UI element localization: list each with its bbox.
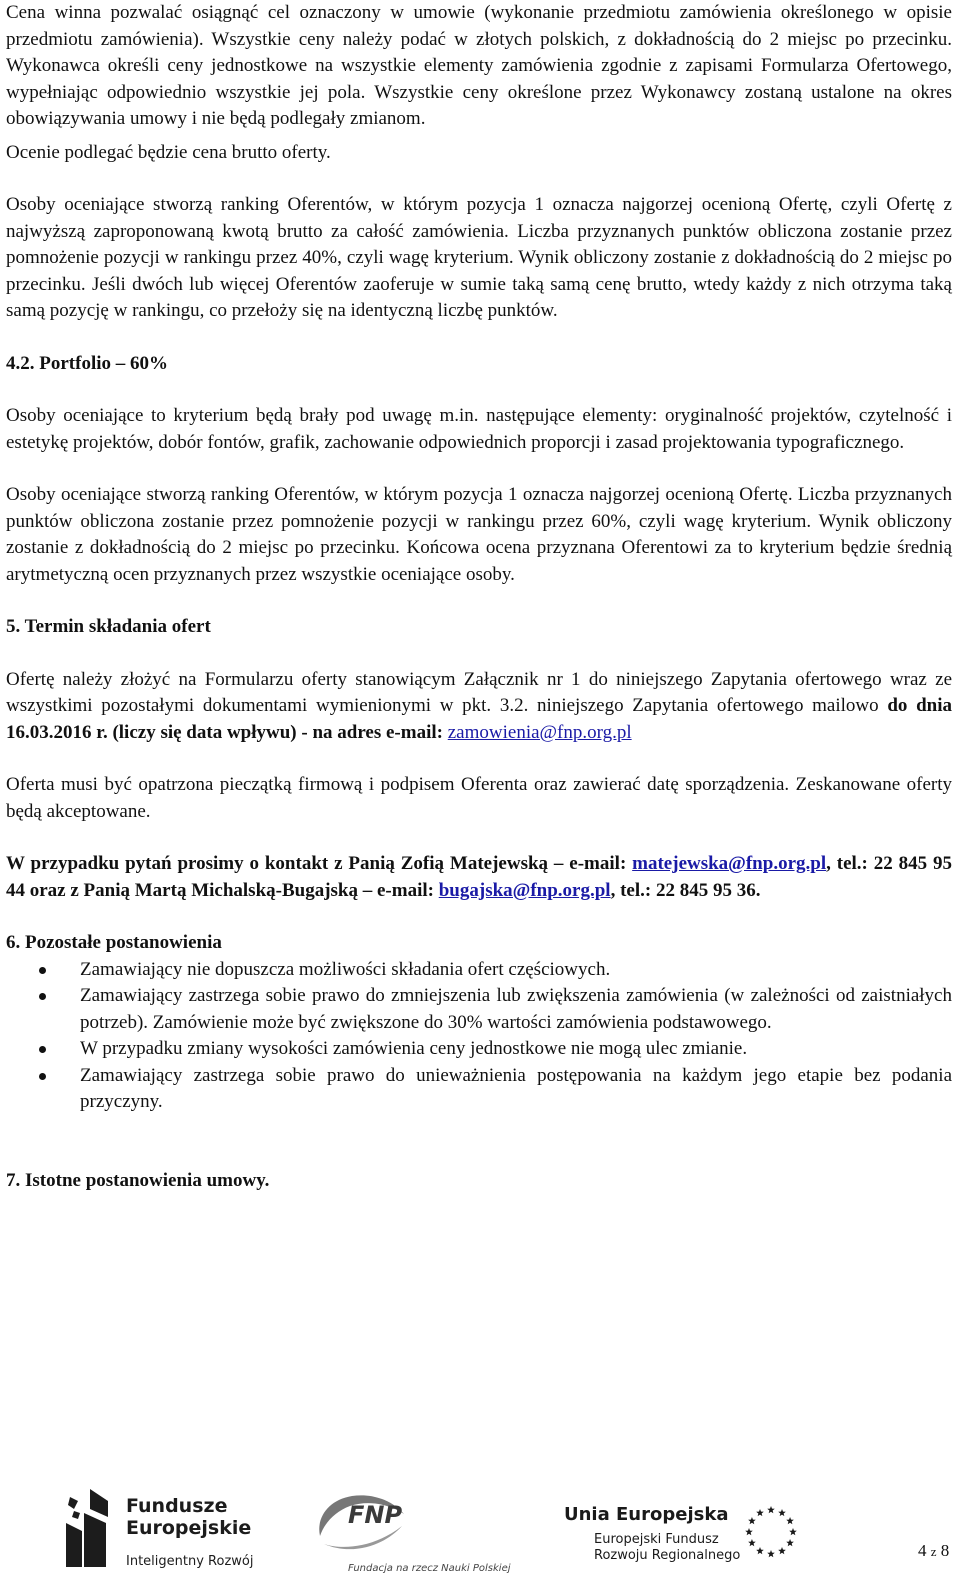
- contact-text-3: , tel.: 22 845 95 36.: [610, 879, 761, 901]
- eu-star-icon: [756, 1547, 764, 1554]
- fe-emblem-icon: [64, 1487, 114, 1569]
- eu-star-icon: [786, 1539, 794, 1546]
- ue-line-3: Rozwoju Regionalnego: [594, 1548, 741, 1563]
- portfolio-ranking-paragraph: Osoby oceniające stworzą ranking Oferentów, w którym pozycja 1 oznacza najgorzej ocenioną Ofertę. Liczba przyznanych punktów obliczona zostanie przez pomnożenie pozycji w rankingu przez 60%, czyli wagę kryterium. Wynik obliczony zostanie z dokładnością do 2 miejsc po przecinku. Końcowa ocena przyznana Oferentowi za to kryterium będzie średnią arytmetyczną ocen przyznanych przez wszystkie oceniające osoby.: [6, 484, 952, 585]
- portfolio-criteria-paragraph: Osoby oceniające to kryterium będą brały pod uwagę m.in. następujące elementy: oryginalność projektów, czytelność i estetykę projektów, dobór fontów, grafik, zachowanie odpowiednich proporcji i zasad projektowania typograficznego.: [6, 405, 952, 453]
- deadline-paragraph: [6, 667, 952, 747]
- deadline-date: do dnia 16.03.2016 r. (liczy się data wpływu): [6, 695, 952, 743]
- contact-email-2-link[interactable]: bugajska@fnp.org.pl: [438, 879, 611, 901]
- price-ranking-paragraph: Osoby oceniające stworzą ranking Oferentów, w którym pozycja 1 oznacza najgorzej ocenioną Ofertę, czyli Ofertę z najwyższą zaproponowaną kwotą brutto za całość zamówienia. Liczba przyznanych punktów obliczona zostanie przez pomnożenie pozycji w rankingu przez 40%, czyli wagę kryterium. Wynik obliczony zostanie z dokładnością do 2 miejsc po przecinku. Jeśli dwóch lub więcej Oferentów zaoferuje w sumie taką samą cenę brutto, wtedy każdy z nich otrzyma taką samą pozycję w rankingu, co przełoży się na identyczną liczbę punktów.: [6, 194, 952, 321]
- document-page: [6, 0, 952, 1194]
- ue-fund-name: [594, 1532, 740, 1564]
- deadline-heading: 5. Termin składania ofert: [6, 616, 211, 637]
- eu-star-icon: [748, 1539, 756, 1546]
- eu-star-icon: [748, 1517, 756, 1524]
- list-item: Zamawiający zastrzega sobie prawo do unieważnienia postępowania na każdym jego etapie bez podania przyczyny.: [6, 1063, 952, 1116]
- offers-email-link[interactable]: zamowienia@fnp.org.pl: [447, 721, 632, 743]
- fnp-logo-text: FNP: [348, 1501, 403, 1529]
- eu-star-icon: [756, 1509, 764, 1516]
- eu-star-icon: [789, 1528, 797, 1535]
- fnp-caption: Fundacja na rzecz Nauki Polskiej: [348, 1563, 511, 1574]
- eu-star-icon: [767, 1506, 775, 1513]
- list-item: Zamawiający zastrzega sobie prawo do zmniejszenia lub zwiększenia zamówienia (w zależności od zaistniałych potrzeb). Zamówienie może być zwiększone do 30% wartości zamówienia podstawowego.: [6, 983, 952, 1036]
- price-paragraph: Cena winna pozwalać osiągnąć cel oznaczony w umowie (wykonanie przedmiotu zamówienia określonego w opisie przedmiotu zamówienia). Wszystkie ceny należy podać w złotych polskich, z dokładnością do 2 miejsc po przecinku. Wykonawca określi ceny jednostkowe na wszystkie elementy zamówienia zgodnie z zapisami Formularza Ofertowego, wypełniając odpowiednio wszystkie jej pola. Wszystkie ceny określone przez Wykonawcy zostaną ustalone na okres obowiązywania umowy i nie będą podlegały zmianom.: [6, 2, 952, 129]
- other-provisions-heading: 6. Pozostałe postanowienia: [6, 932, 222, 953]
- eu-flag-icon: [726, 1500, 816, 1564]
- eu-star-icon: [778, 1547, 786, 1554]
- page-footer: [0, 1480, 960, 1576]
- portfolio-heading: 4.2. Portfolio – 60%: [6, 352, 169, 374]
- fe-line-2: Europejskie: [126, 1517, 252, 1539]
- stamp-requirement-paragraph: Oferta musi być opatrzona pieczątką firmową i podpisem Oferenta oraz zawierać datę sporządzenia. Zeskanowane oferty będą akceptowane.: [6, 774, 952, 822]
- eu-star-icon: [778, 1509, 786, 1516]
- fundusze-europejskie-logo: [64, 1485, 264, 1571]
- page-number: [918, 1538, 949, 1566]
- ue-line-2: Europejski Fundusz: [594, 1532, 719, 1547]
- page-of: z: [930, 1544, 937, 1559]
- eu-star-icon: [767, 1550, 775, 1557]
- list-item: W przypadku zmiany wysokości zamówienia ceny jednostkowe nie mogą ulec zmianie.: [6, 1036, 952, 1063]
- contact-email-1-link[interactable]: matejewska@fnp.org.pl: [632, 853, 827, 874]
- other-provisions-list: [6, 957, 952, 1116]
- fe-subtitle: Inteligentny Rozwój: [126, 1554, 254, 1569]
- essential-provisions-heading: 7. Istotne postanowienia umowy.: [6, 1169, 270, 1191]
- page-total: 8: [940, 1541, 950, 1560]
- unia-europejska-logo: [560, 1488, 950, 1574]
- page-current: 4: [918, 1541, 927, 1560]
- contact-text-2: , tel.: 22 845 95 44 oraz z Panią Martą Michalską-Bugajską – e-mail:: [6, 853, 952, 901]
- list-item: Zamawiający nie dopuszcza możliwości składania ofert częściowych.: [6, 957, 952, 984]
- deadline-text: Ofertę należy złożyć na Formularzu oferty stanowiącym Załącznik nr 1 do niniejszego Zapytania ofertowego wraz ze wszystkimi pozostałymi dokumentami wymienionymi w pkt. 3.2. niniejszego Zapytania ofertowego mailowo: [6, 668, 952, 716]
- fnp-logo: [310, 1490, 520, 1574]
- deadline-email-label: - na adres e-mail:: [296, 721, 448, 743]
- price-evaluation-note: Ocenie podlegać będzie cena brutto oferty.: [6, 141, 331, 163]
- eu-star-icon: [786, 1517, 794, 1524]
- contact-paragraph: [6, 851, 952, 904]
- eu-star-icon: [745, 1528, 753, 1535]
- ue-title: Unia Europejska: [564, 1504, 729, 1525]
- contact-text-1: W przypadku pytań prosimy o kontakt z Panią Zofią Matejewską – e-mail:: [6, 853, 633, 874]
- fe-line-1: Fundusze: [126, 1495, 228, 1517]
- fe-title: [126, 1495, 251, 1539]
